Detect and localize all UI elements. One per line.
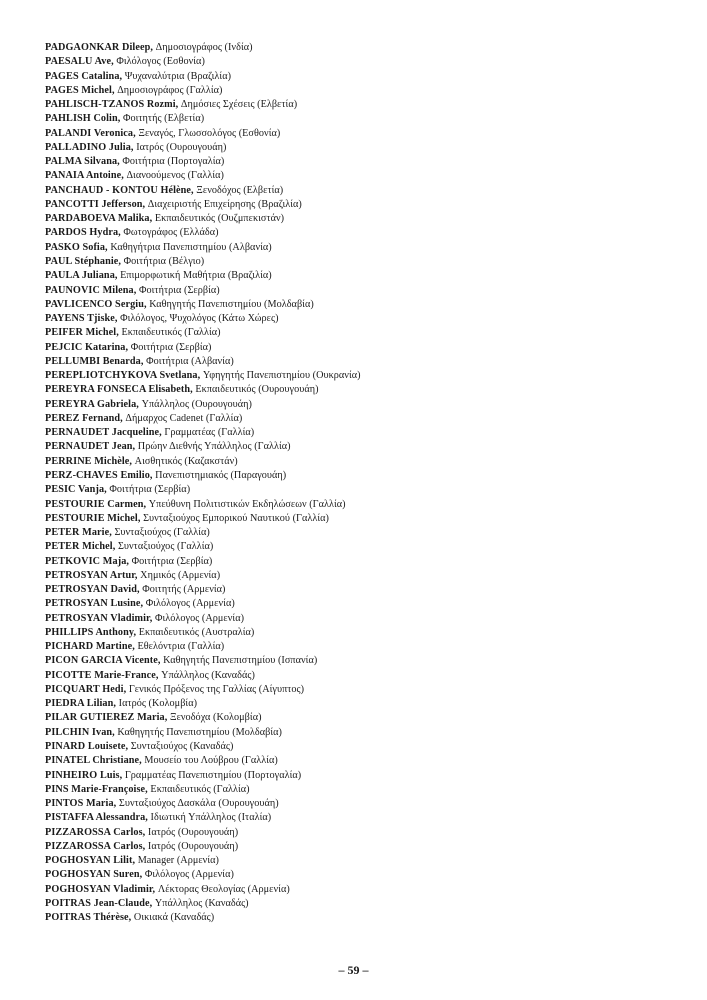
participant-description: Φοιτήτρια (Βέλγιο) <box>121 255 205 267</box>
participant-description: Πρώην Διεθνής Υπάλληλος (Γαλλία) <box>135 441 291 453</box>
list-item <box>45 626 665 640</box>
list-item <box>45 769 665 783</box>
participant-name: PERNAUDET Jacqueline, <box>45 427 162 439</box>
list-item <box>45 70 665 84</box>
participant-description: Φοιτητής (Αρμενία) <box>139 584 226 596</box>
participant-description: Συνταξιούχος (Γαλλία) <box>115 541 214 553</box>
participant-name: PANAIA Antoine, <box>45 170 124 182</box>
participant-name: PIEDRA Lilian, <box>45 698 117 710</box>
participant-name: PAULA Juliana, <box>45 270 118 282</box>
participant-description: Υπεύθυνη Πολιτιστικών Εκδηλώσεων (Γαλλία) <box>146 498 346 510</box>
participant-description: Ιατρός (Ουρουγουάη) <box>145 840 239 852</box>
participant-description: Φοιτήτρια (Αλβανία) <box>143 355 234 367</box>
list-item <box>45 284 665 298</box>
participant-description: Ιατρός (Ουρουγουάη) <box>145 826 239 838</box>
participant-name: POITRAS Jean-Claude, <box>45 897 153 909</box>
participant-name: PESIC Vanja, <box>45 484 107 496</box>
participant-name: POGHOSYAN Suren, <box>45 869 143 881</box>
participant-name: PIZZAROSSA Carlos, <box>45 826 146 838</box>
list-item <box>45 512 665 526</box>
participant-description: Υπάλληλος (Καναδάς) <box>158 669 255 681</box>
participant-name: PICHARD Martine, <box>45 641 135 653</box>
list-item <box>45 169 665 183</box>
participant-description: Εθελόντρια (Γαλλία) <box>134 641 225 653</box>
participant-name: PAGES Michel, <box>45 84 115 96</box>
list-item <box>45 612 665 626</box>
list-item <box>45 41 665 55</box>
participant-name: PERNAUDET Jean, <box>45 441 136 453</box>
participant-description: Εκπαιδευτικός (Ουζμπεκιστάν) <box>152 213 285 225</box>
participant-name: PETROSYAN David, <box>45 584 140 596</box>
list-item <box>45 754 665 768</box>
participant-description: Φιλόλογος (Εσθονία) <box>113 56 205 68</box>
participant-name: PESTOURIE Michel, <box>45 512 141 524</box>
participant-name: PAHLISCH-TZANOS Rozmi, <box>45 99 179 111</box>
list-item <box>45 883 665 897</box>
participant-description: Καθηγήτρια Πανεπιστημίου (Αλβανία) <box>107 241 272 253</box>
participant-description: Λέκτορας Θεολογίας (Αρμενία) <box>155 883 290 895</box>
participant-description: Φοιτήτρια (Σερβία) <box>106 484 191 496</box>
list-item <box>45 840 665 854</box>
participant-name: PADGAONKAR Dileep, <box>45 42 154 53</box>
participant-name: PARDOS Hydra, <box>45 227 121 239</box>
list-item <box>45 369 665 383</box>
list-item <box>45 84 665 98</box>
participant-name: PIZZAROSSA Carlos, <box>45 840 146 852</box>
participant-name: PALLADINO Julia, <box>45 141 134 153</box>
participant-description: Φοιτήτρια (Πορτογαλία) <box>119 156 225 168</box>
list-item <box>45 341 665 355</box>
participant-description: Διανοούμενος (Γαλλία) <box>123 170 224 182</box>
participant-description: Ιατρός (Ουρουγουάη) <box>133 141 227 153</box>
list-item <box>45 412 665 426</box>
participant-name: PAUNOVIC Milena, <box>45 284 137 296</box>
page-number: – 59 – <box>338 963 369 977</box>
participant-name: PANCHAUD - KONTOU Hélène, <box>45 184 194 196</box>
participant-name: POGHOSYAN Vladimir, <box>45 883 156 895</box>
list-item <box>45 226 665 240</box>
list-item <box>45 583 665 597</box>
participant-name: PAESALU Ave, <box>45 56 114 68</box>
participant-name: PEJCIC Katarina, <box>45 341 129 353</box>
participant-name: PETROSYAN Artur, <box>45 569 138 581</box>
participant-description: Γραμματέας Πανεπιστημίου (Πορτογαλία) <box>122 769 302 781</box>
list-item <box>45 483 665 497</box>
participant-name: POGHOSYAN Lilit, <box>45 855 136 867</box>
list-item <box>45 911 665 925</box>
participant-description: Δημοσιογράφος (Ινδία) <box>153 42 253 53</box>
participant-name: PERZ-CHAVES Emilio, <box>45 469 153 481</box>
list-item <box>45 711 665 725</box>
participant-name: PHILLIPS Anthony, <box>45 626 137 638</box>
participant-name: PINARD Louisete, <box>45 741 129 753</box>
participant-name: PAGES Catalina, <box>45 70 123 82</box>
list-item <box>45 298 665 312</box>
list-item <box>45 811 665 825</box>
list-item <box>45 184 665 198</box>
participant-description: Εκπαιδευτικός (Αυστραλία) <box>136 626 255 638</box>
list-item <box>45 526 665 540</box>
participant-description: Γενικός Πρόξενος της Γαλλίας (Αίγυπτος) <box>126 683 305 695</box>
list-item <box>45 212 665 226</box>
participant-name: PAHLISH Colin, <box>45 113 121 125</box>
participant-description: Ξεναγός, Γλωσσολόγος (Εσθονία) <box>135 127 281 139</box>
participant-description: Αισθητικός (Καζακστάν) <box>132 455 238 467</box>
list-item <box>45 826 665 840</box>
list-item <box>45 326 665 340</box>
participant-description: Φοιτήτρια (Σερβία) <box>129 555 213 567</box>
list-item <box>45 398 665 412</box>
participant-description: Συνταξιούχος Εμπορικού Ναυτικού (Γαλλία) <box>140 512 329 524</box>
list-item <box>45 312 665 326</box>
participant-description: Υφηγητής Πανεπιστημίου (Ουκρανία) <box>200 370 361 382</box>
list-item <box>45 127 665 141</box>
list-item <box>45 98 665 112</box>
participant-description: Χημικός (Αρμενία) <box>137 569 221 581</box>
participant-description: Συνταξιούχος Δασκάλα (Ουρουγουάη) <box>116 798 279 810</box>
participant-description: Επιμορφωτική Μαθήτρια (Βραζιλία) <box>117 270 272 282</box>
participant-description: Πανεπιστημιακός (Παραγουάη) <box>152 469 287 481</box>
participant-name: PAYENS Tjiske, <box>45 313 118 325</box>
list-item <box>45 440 665 454</box>
participant-description: Φιλόλογος (Αρμενία) <box>152 612 245 624</box>
list-item <box>45 241 665 255</box>
participant-name: PILAR GUTIEREZ Maria, <box>45 712 168 724</box>
participant-name: PETKOVIC Maja, <box>45 555 130 567</box>
list-item <box>45 269 665 283</box>
list-item <box>45 155 665 169</box>
list-item <box>45 669 665 683</box>
participant-description: Καθηγητής Πανεπιστημίου (Ισπανία) <box>160 655 318 667</box>
participant-description: Μουσείο του Λούβρου (Γαλλία) <box>141 755 278 767</box>
participant-description: Δήμαρχος Cadenet (Γαλλία) <box>122 412 243 424</box>
participant-description: Διαχειριστής Επιχείρησης (Βραζιλία) <box>145 198 302 210</box>
participant-name: PINATEL Christiane, <box>45 755 142 767</box>
participant-name: PEREYRA Gabriela, <box>45 398 139 410</box>
participant-name: POITRAS Thérèse, <box>45 912 132 924</box>
participant-description: Γραμματέας (Γαλλία) <box>161 427 255 439</box>
list-item <box>45 555 665 569</box>
participant-description: Ιδιωτική Υπάλληλος (Ιταλία) <box>147 812 272 824</box>
participant-name: PALANDI Veronica, <box>45 127 136 139</box>
participant-description: Φιλόλογος (Αρμενία) <box>142 869 234 881</box>
list-item <box>45 383 665 397</box>
list-item <box>45 897 665 911</box>
list-item <box>45 255 665 269</box>
participant-description: Καθηγητής Πανεπιστημίου (Μολδαβία) <box>146 298 314 310</box>
list-item <box>45 498 665 512</box>
participant-description: Εκπαιδευτικός (Γαλλία) <box>118 327 221 339</box>
participant-name: PELLUMBI Benarda, <box>45 355 144 367</box>
participant-name: PERRINE Michèle, <box>45 455 133 467</box>
list-item <box>45 455 665 469</box>
participant-name: PETER Michel, <box>45 541 116 553</box>
participant-list <box>45 41 665 925</box>
participant-name: PINS Marie-Françoise, <box>45 783 148 795</box>
participant-description: Οικιακά (Καναδάς) <box>131 912 215 924</box>
participant-description: Manager (Αρμενία) <box>135 855 219 867</box>
list-item <box>45 783 665 797</box>
participant-name: PARDABOEVA Malika, <box>45 213 153 225</box>
list-item <box>45 569 665 583</box>
participant-name: PINTOS Maria, <box>45 798 117 810</box>
participant-name: PEREZ Fernand, <box>45 412 123 424</box>
list-item <box>45 469 665 483</box>
participant-description: Ψυχαναλύτρια (Βραζιλία) <box>122 70 232 82</box>
participant-name: PICON GARCIA Vicente, <box>45 655 161 667</box>
participant-name: PEREYRA FONSECA Elisabeth, <box>45 384 193 396</box>
list-item <box>45 426 665 440</box>
participant-description: Ιατρός (Κολομβία) <box>116 698 198 710</box>
participant-name: PICOTTE Marie-France, <box>45 669 159 681</box>
participant-description: Ξενοδόχα (Κολομβία) <box>167 712 262 724</box>
participant-name: PETROSYAN Lusine, <box>45 598 144 610</box>
list-item <box>45 355 665 369</box>
list-item <box>45 141 665 155</box>
list-item <box>45 540 665 554</box>
participant-name: PEIFER Michel, <box>45 327 119 339</box>
list-item <box>45 854 665 868</box>
participant-name: PETROSYAN Vladimir, <box>45 612 153 624</box>
participant-name: PASKO Sofia, <box>45 241 108 253</box>
list-item <box>45 868 665 882</box>
participant-description: Ξενοδόχος (Ελβετία) <box>193 184 284 196</box>
participant-description: Φωτογράφος (Ελλάδα) <box>120 227 219 239</box>
participant-description: Εκπαιδευτικός (Γαλλία) <box>147 783 250 795</box>
participant-name: PANCOTTI Jefferson, <box>45 198 146 210</box>
participant-description: Φοιτητής (Ελβετία) <box>120 113 205 125</box>
list-item <box>45 55 665 69</box>
list-item <box>45 797 665 811</box>
participant-name: PISTAFFA Alessandra, <box>45 812 148 824</box>
participant-name: PINHEIRO Luis, <box>45 769 123 781</box>
participant-name: PAVLICENCO Sergiu, <box>45 298 147 310</box>
list-item <box>45 726 665 740</box>
participant-description: Φοιτήτρια (Σερβία) <box>128 341 212 353</box>
participant-description: Φιλόλογος (Αρμενία) <box>143 598 235 610</box>
list-item <box>45 683 665 697</box>
participant-description: Φοιτήτρια (Σερβία) <box>136 284 220 296</box>
participant-description: Υπάλληλος (Ουρουγουάη) <box>138 398 252 410</box>
participant-description: Συνταξιούχος (Γαλλία) <box>111 527 210 539</box>
list-item <box>45 654 665 668</box>
participant-description: Υπάλληλος (Καναδάς) <box>152 897 249 909</box>
list-item <box>45 640 665 654</box>
participant-name: PALMA Silvana, <box>45 156 120 168</box>
list-item <box>45 740 665 754</box>
participant-description: Καθηγητής Πανεπιστημίου (Μολδαβία) <box>114 726 283 738</box>
participant-name: PAUL Stéphanie, <box>45 255 122 267</box>
participant-description: Δημόσιες Σχέσεις (Ελβετία) <box>178 99 298 111</box>
participant-name: PILCHIN Ivan, <box>45 726 115 738</box>
list-item <box>45 198 665 212</box>
participant-name: PEREPLIOTCHYKOVA Svetlana, <box>45 370 201 382</box>
participant-description: Δημοσιογράφος (Γαλλία) <box>114 84 223 96</box>
participant-description: Φιλόλογος, Ψυχολόγος (Κάτω Χώρες) <box>117 313 279 325</box>
participant-name: PESTOURIE Carmen, <box>45 498 147 510</box>
list-item <box>45 597 665 611</box>
list-item <box>45 697 665 711</box>
participant-description: Συνταξιούχος (Καναδάς) <box>128 741 234 753</box>
list-item <box>45 112 665 126</box>
participant-description: Εκπαιδευτικός (Ουρουγουάη) <box>192 384 319 396</box>
participant-name: PETER Marie, <box>45 527 112 539</box>
participant-name: PICQUART Hedi, <box>45 683 127 695</box>
